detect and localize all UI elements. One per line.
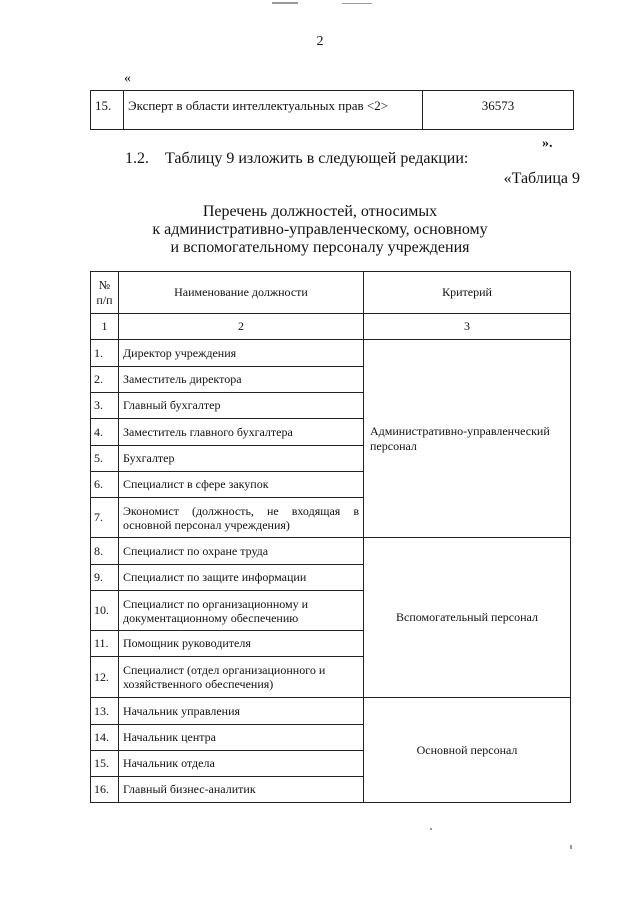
row-number: 14. [91, 725, 119, 751]
row-number: 8. [91, 538, 119, 565]
row-name: Экономист (должность, не входящая в основной персонал учреждения) [119, 498, 364, 538]
header-number: № п/п [91, 272, 119, 314]
row-number: 5. [91, 446, 119, 472]
amended-row-table [90, 90, 574, 130]
row-name: Специалист в сфере закупок [119, 472, 364, 498]
instruction-paragraph [125, 150, 468, 168]
table-label: «Таблица 9 [503, 170, 580, 187]
instruction-text: Таблицу 9 изложить в следующей редакции: [165, 150, 469, 167]
row-name: Эксперт в области интеллектуальных прав <2> [124, 91, 423, 130]
header-criterion: Критерий [364, 272, 571, 314]
table-row [91, 698, 571, 725]
row-number: 10. [91, 591, 119, 631]
col-number-1: 1 [91, 314, 119, 340]
row-name: Заместитель директора [119, 367, 364, 393]
row-number: 13. [91, 698, 119, 725]
page-number: 2 [316, 34, 324, 49]
row-name: Директор учреждения [119, 340, 364, 367]
table-heading [0, 203, 640, 257]
heading-line-2: к административно-управленческому, основному [152, 221, 488, 238]
open-quote: « [124, 71, 131, 86]
scan-speck [272, 2, 298, 4]
row-name: Начальник управления [119, 698, 364, 725]
row-name: Специалист по защите информации [119, 565, 364, 591]
criterion-auxiliary: Вспомогательный персонал [364, 538, 571, 698]
close-quote: ». [542, 136, 553, 151]
table-header-row [91, 272, 571, 314]
row-number: 7. [91, 498, 119, 538]
scan-speck [430, 828, 432, 830]
scan-speck [342, 3, 372, 4]
row-number: 3. [91, 393, 119, 419]
row-number: 11. [91, 631, 119, 657]
table-row [91, 91, 574, 130]
instruction-number: 1.2. [125, 150, 149, 167]
row-number: 16. [91, 777, 119, 803]
criterion-main: Основной персонал [364, 698, 571, 803]
row-number: 15. [91, 751, 119, 777]
row-number: 1. [91, 340, 119, 367]
row-name: Помощник руководителя [119, 631, 364, 657]
row-name: Специалист по организационному и документационному обеспечению [119, 591, 364, 631]
row-number: 4. [91, 419, 119, 446]
table-row [91, 538, 571, 565]
row-name: Специалист (отдел организационного и хозяйственного обеспечения) [119, 657, 364, 698]
row-name: Главный бизнес-аналитик [119, 777, 364, 803]
positions-table [90, 271, 571, 803]
row-name: Заместитель главного бухгалтера [119, 419, 364, 446]
row-name: Начальник центра [119, 725, 364, 751]
header-name: Наименование должности [119, 272, 364, 314]
heading-line-1: Перечень должностей, относимых [202, 203, 438, 220]
table-row [91, 340, 571, 367]
scan-speck [570, 845, 572, 849]
row-name: Начальник отдела [119, 751, 364, 777]
col-number-3: 3 [364, 314, 571, 340]
row-name: Специалист по охране труда [119, 538, 364, 565]
row-number: 12. [91, 657, 119, 698]
row-number: 15. [91, 91, 124, 130]
row-number: 9. [91, 565, 119, 591]
row-name: Бухгалтер [119, 446, 364, 472]
row-value: 36573 [423, 91, 574, 130]
row-name: Главный бухгалтер [119, 393, 364, 419]
heading-line-3: и вспомогательному персоналу учреждения [170, 239, 470, 256]
criterion-admin: Административно-управленческий персонал [364, 340, 571, 538]
row-number: 6. [91, 472, 119, 498]
column-number-row [91, 314, 571, 340]
row-number: 2. [91, 367, 119, 393]
col-number-2: 2 [119, 314, 364, 340]
